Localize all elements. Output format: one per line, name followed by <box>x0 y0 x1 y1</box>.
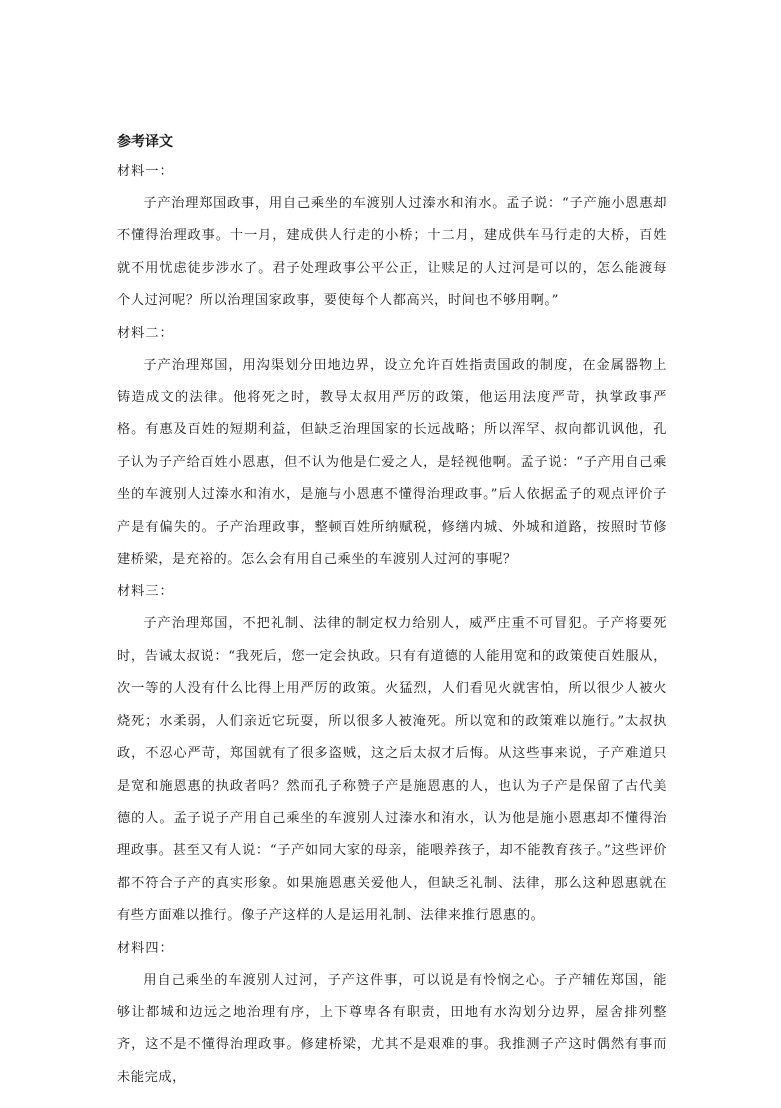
section-label-1: 材料一： <box>117 164 174 179</box>
document-title: 参考译文 <box>117 134 173 150</box>
section-text-4: 用自己乘坐的车渡别人过河，子产这件事，可以说是有怜悯之心。子产辅佐郑国，能够让都城和边远之地治理有序，上下尊卑各有职责，田地有水沟划分边界，屋舍排列整齐，这不是不懂得治理政事。修建桥梁，尤其不是艰难的事。我推测子产这时偶然有事而未能完成， <box>117 972 667 1085</box>
section-label-3: 材料三： <box>117 584 174 600</box>
document-page <box>117 128 667 1094</box>
section-label-4: 材料四： <box>117 940 174 956</box>
section-label-2: 材料二： <box>117 325 174 341</box>
section-text-2: 子产治理郑国，用沟渠划分田地边界，设立允许百姓指责国政的制度，在金属器物上铸造成文的法律。他将死之时，教导太叔用严厉的政策，他运用法度严苛，执掌政事严格。有惠及百姓的短期利益，但缺乏治理国家的长远战略；所以浑罕、叔向都讥讽他，孔子认为子产给百姓小恩惠，但不认为他是仁爱之人，是轻视他啊。孟子说：“子产用自己乘坐的车渡别人过溱水和洧水，是施与小恩惠不懂得治理政事。”后人依据孟子的观点评价子产是有偏失的。子产治理政事，整顿百姓所纳赋税，修缮内城、外城和道路，按照时节修建桥梁，是充裕的。怎么会有用自己乘坐的车渡别人过河的事呢？ <box>117 357 667 568</box>
section-text-1: 子产治理郑国政事，用自己乘坐的车渡别人过溱水和洧水。孟子说：“子产施小恩惠却不懂得治理政事。十一月，建成供人行走的小桥；十二月，建成供车马行走的大桥，百姓就不用忧虑徒步涉水了。君子处理政事公平公正，让赎足的人过河是可以的，怎么能渡每个人过河呢？所以治理国家政事，要使每个人都高兴，时间也不够用啊。” <box>117 196 667 309</box>
section-text-3: 子产治理郑国，不把礼制、法律的制定权力给别人，威严庄重不可冒犯。子产将要死时，告诫太叔说：“我死后，您一定会执政。只有有道德的人能用宽和的政策使百姓服从，次一等的人没有什么比得上用严厉的政策。火猛烈，人们看见火就害怕，所以很少人被火烧死；水柔弱，人们亲近它玩耍，所以很多人被淹死。所以宽和的政策难以施行。”太叔执政，不忍心严苛，郑国就有了很多盗贼，这之后太叔才后悔。从这些事来说，子产难道只是宽和施恩惠的执政者吗？然而孔子称赞子产是施恩惠的人，也认为子产是保留了古代美德的人。孟子说子产用自己乘坐的车渡别人过溱水和洧水，认为他是施小恩惠却不懂得治理政事。甚至又有人说：“子产如同大家的母亲，能喂养孩子，却不能教育孩子。”这些评价都不符合子产的真实形象。如果施恩惠关爱他人，但缺乏礼制、法律，那么这种恩惠就在有些方面难以推行。像子产这样的人是运用礼制、法律来推行恩惠的。 <box>117 616 667 924</box>
